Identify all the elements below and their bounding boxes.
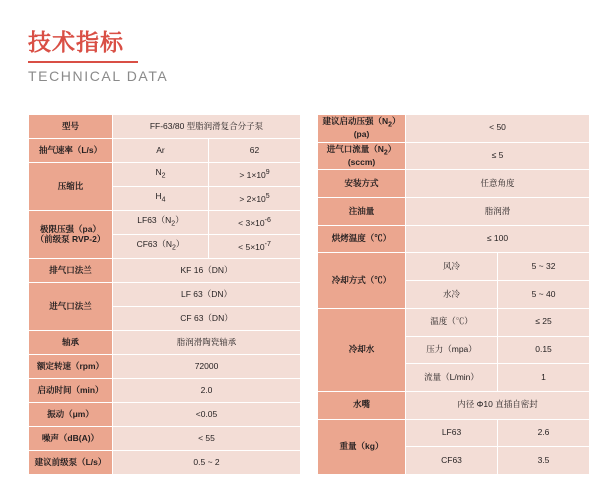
row-value-inlet-flange-lf: LF 63（DN） bbox=[113, 283, 301, 307]
row-value-gas-h4 bbox=[113, 187, 209, 211]
table-row bbox=[29, 451, 301, 475]
row-label-model: 型号 bbox=[29, 115, 113, 139]
row-label-oil-amount: 注油量 bbox=[318, 198, 406, 226]
table-row bbox=[318, 308, 590, 336]
table-row bbox=[29, 115, 301, 139]
cr-n2-text: > 1×10 bbox=[239, 169, 266, 180]
row-value-weight-lf63: 2.6 bbox=[498, 419, 590, 447]
up-lf63-text: < 3×10 bbox=[238, 217, 265, 228]
row-label-vibration: 振动（μm） bbox=[29, 403, 113, 427]
title-divider bbox=[28, 61, 138, 63]
cf63-subscript: 2 bbox=[172, 244, 176, 252]
row-value-vibration: <0.05 bbox=[113, 403, 301, 427]
row-value-start-pressure: < 50 bbox=[406, 115, 590, 143]
page-title: 技术指标 bbox=[28, 29, 124, 55]
row-value-up-lf63 bbox=[209, 211, 301, 235]
inlet-flow-text: 进气口流量（N bbox=[326, 143, 384, 154]
page-header bbox=[28, 30, 168, 84]
row-label-rated-speed: 额定转速（rpm） bbox=[29, 355, 113, 379]
up-cf63-exponent: -7 bbox=[264, 240, 271, 248]
page-subtitle: TECHNICAL DATA bbox=[28, 68, 169, 85]
table-row bbox=[29, 355, 301, 379]
right-spec-table bbox=[317, 114, 590, 475]
row-label-compression-ratio: 压缩比 bbox=[29, 163, 113, 211]
row-value-cooling-water-label: 水冷 bbox=[406, 281, 498, 309]
row-value-cw-pressure: 0.15 bbox=[498, 336, 590, 364]
gas-n2-text: N bbox=[155, 167, 162, 178]
table-row bbox=[29, 331, 301, 355]
table-row bbox=[29, 163, 301, 187]
row-value-water-nozzle: 内径 Φ10 直插自密封 bbox=[406, 391, 590, 419]
row-label-start-time: 启动时间（min） bbox=[29, 379, 113, 403]
row-label-inlet-flange: 进气口法兰 bbox=[29, 283, 113, 331]
inlet-flow-text-end: ）(sccm) bbox=[347, 143, 397, 167]
row-value-cw-flow: 1 bbox=[498, 364, 590, 392]
row-label-cw-pressure: 压力（mpa） bbox=[406, 336, 498, 364]
row-value-gas-n2 bbox=[113, 163, 209, 187]
start-pressure-text-end: ）(pa) bbox=[353, 116, 401, 139]
inlet-flow-subscript: 2 bbox=[383, 149, 388, 157]
gas-h4-text: H bbox=[155, 191, 162, 202]
row-value-backing-pump: 0.5 ~ 2 bbox=[113, 451, 301, 475]
row-value-cf63-n2 bbox=[113, 235, 209, 259]
row-label-weight: 重量（kg） bbox=[318, 419, 406, 474]
row-label-noise: 噪声（dB(A)） bbox=[29, 427, 113, 451]
table-row bbox=[29, 283, 301, 307]
table-row bbox=[29, 427, 301, 451]
left-spec-table bbox=[28, 114, 301, 475]
row-label-water-nozzle: 水嘴 bbox=[318, 391, 406, 419]
cf63-text: CF63（N bbox=[136, 239, 172, 250]
cr-n2-exponent: 9 bbox=[265, 168, 270, 176]
lf63-text: LF63（N bbox=[137, 215, 172, 226]
row-label-start-pressure bbox=[318, 115, 406, 143]
up-lf63-exponent: -6 bbox=[264, 216, 271, 224]
row-label-cw-temp: 温度（℃） bbox=[406, 308, 498, 336]
row-value-cooling-water: 5 ~ 40 bbox=[498, 281, 590, 309]
row-value-cooling-air-label: 风冷 bbox=[406, 253, 498, 281]
row-value-weight-cf63: 3.5 bbox=[498, 447, 590, 475]
row-value-rated-speed: 72000 bbox=[113, 355, 301, 379]
row-value-start-time: 2.0 bbox=[113, 379, 301, 403]
row-label-cw-flow: 流量（L/min） bbox=[406, 364, 498, 392]
gas-n2-subscript: 2 bbox=[161, 172, 166, 180]
cr-h4-text: > 2×10 bbox=[239, 193, 266, 204]
row-label-inlet-flow bbox=[318, 142, 406, 170]
row-value-bearing: 脂润滑陶瓷轴承 bbox=[113, 331, 301, 355]
row-value-cr-h4 bbox=[209, 187, 301, 211]
table-row bbox=[318, 419, 590, 447]
row-label-bake-temp: 烘烤温度（℃） bbox=[318, 225, 406, 253]
start-pressure-subscript: 2 bbox=[388, 121, 393, 129]
table-row bbox=[29, 211, 301, 235]
row-value-model: FF-63/80 型脂润滑复合分子泵 bbox=[113, 115, 301, 139]
ultimate-pressure-note: （前级泵 RVP-2） bbox=[35, 233, 106, 244]
table-row bbox=[318, 253, 590, 281]
lf63-text-end: ） bbox=[175, 215, 184, 226]
row-value-bake-temp: ≤ 100 bbox=[406, 225, 590, 253]
lf63-subscript: 2 bbox=[171, 220, 176, 228]
up-cf63-text: < 5×10 bbox=[238, 241, 265, 252]
row-label-cooling-water: 冷却水 bbox=[318, 308, 406, 391]
row-value-exhaust-flange: KF 16（DN） bbox=[113, 259, 301, 283]
table-row bbox=[29, 139, 301, 163]
spec-tables bbox=[28, 114, 588, 475]
row-label-pumping-speed: 抽气速率（L/s） bbox=[29, 139, 113, 163]
row-value-gas-ar: Ar bbox=[113, 139, 209, 163]
ultimate-pressure-label: 极限压强（pa） bbox=[40, 223, 101, 234]
row-label-weight-cf63: CF63 bbox=[406, 447, 498, 475]
table-row bbox=[318, 391, 590, 419]
row-value-oil-amount: 脂润滑 bbox=[406, 198, 590, 226]
row-label-cooling-method: 冷却方式（℃） bbox=[318, 253, 406, 308]
table-row bbox=[29, 403, 301, 427]
row-value-mounting: 任意角度 bbox=[406, 170, 590, 198]
start-pressure-text: 建议启动压强（N bbox=[322, 116, 389, 127]
table-row bbox=[318, 225, 590, 253]
table-row bbox=[29, 259, 301, 283]
table-row bbox=[318, 142, 590, 170]
row-value-noise: < 55 bbox=[113, 427, 301, 451]
row-label-exhaust-flange: 排气口法兰 bbox=[29, 259, 113, 283]
row-label-mounting: 安装方式 bbox=[318, 170, 406, 198]
table-row bbox=[318, 198, 590, 226]
row-value-inlet-flow: ≤ 5 bbox=[406, 142, 590, 170]
cf63-text-end: ） bbox=[175, 239, 185, 250]
table-row bbox=[318, 115, 590, 143]
cr-h4-exponent: 5 bbox=[265, 192, 270, 200]
row-value-inlet-flange-cf: CF 63（DN） bbox=[113, 307, 301, 331]
row-label-backing-pump: 建议前级泵（L/s） bbox=[29, 451, 113, 475]
row-value-up-cf63 bbox=[209, 235, 301, 259]
table-row bbox=[318, 170, 590, 198]
row-value-cooling-air: 5 ~ 32 bbox=[498, 253, 590, 281]
row-label-ultimate-pressure bbox=[29, 211, 113, 259]
row-label-weight-lf63: LF63 bbox=[406, 419, 498, 447]
gas-h4-subscript: 4 bbox=[161, 196, 166, 204]
row-label-bearing: 轴承 bbox=[29, 331, 113, 355]
row-value-lf63-n2 bbox=[113, 211, 209, 235]
row-value-cr-n2 bbox=[209, 163, 301, 187]
row-value-cw-temp: ≤ 25 bbox=[498, 308, 590, 336]
row-value-speed-ar: 62 bbox=[209, 139, 301, 163]
table-row bbox=[29, 379, 301, 403]
